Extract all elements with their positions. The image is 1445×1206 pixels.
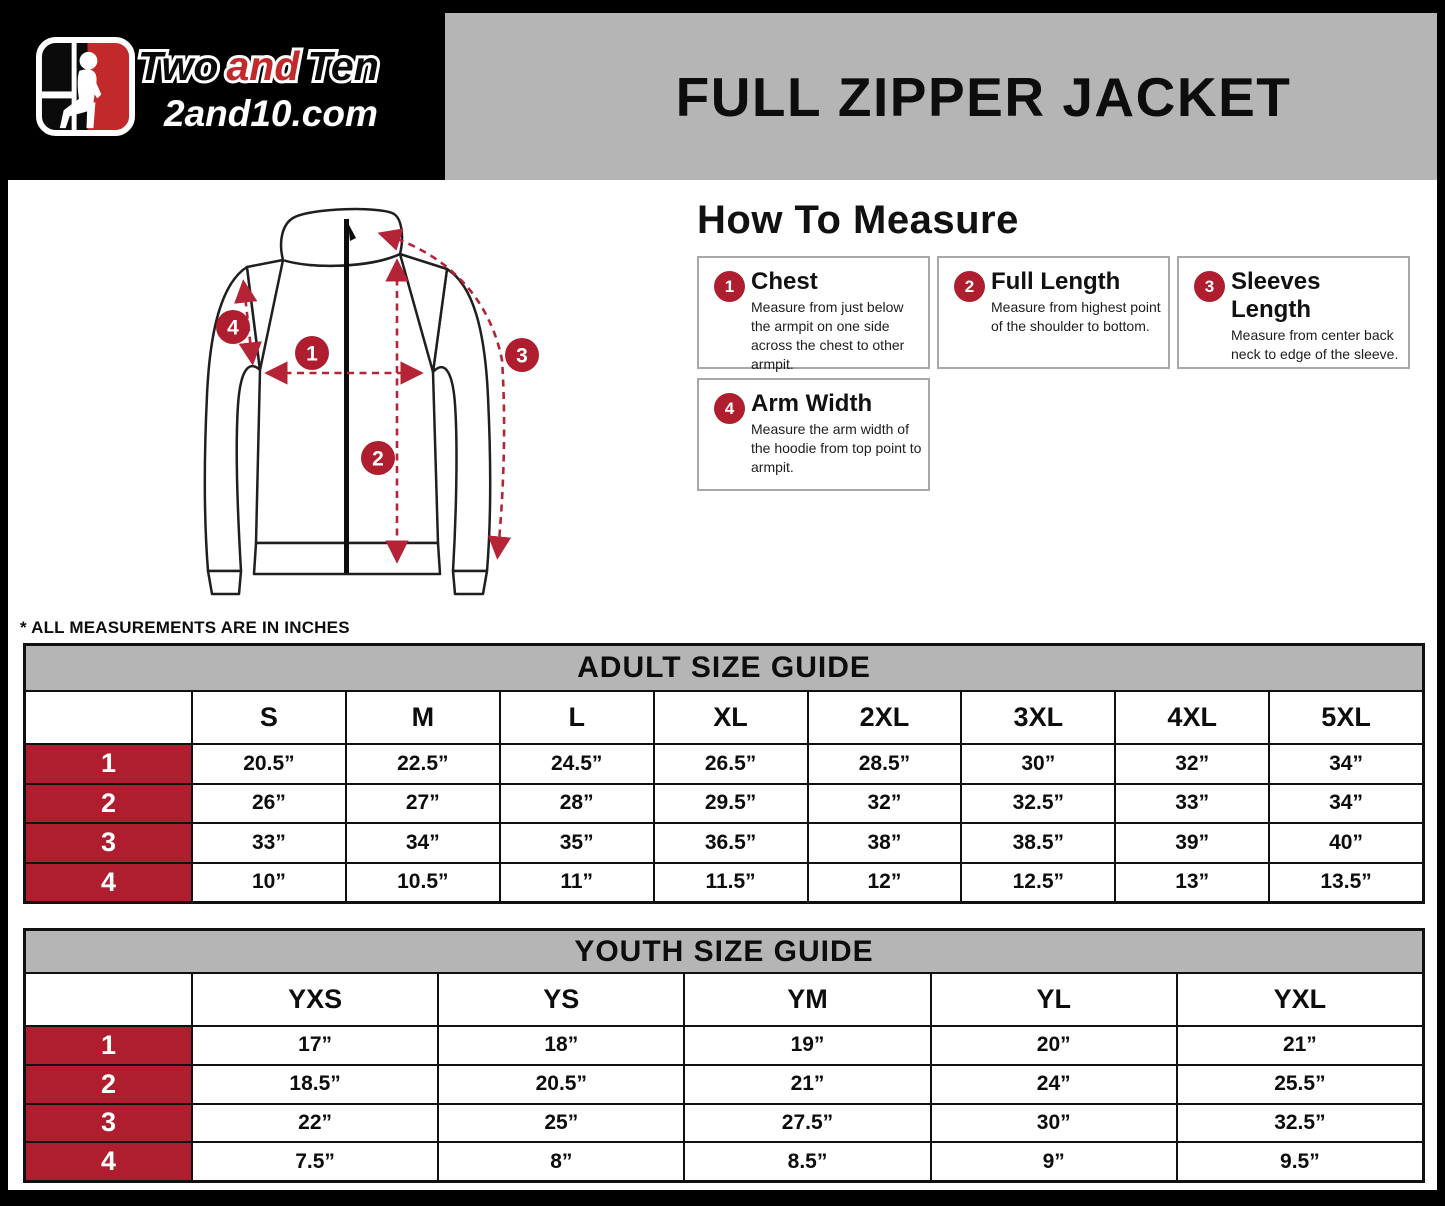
size-value-cell: 12.5”: [962, 864, 1114, 902]
svg-text:2: 2: [372, 447, 384, 471]
size-column-header: S: [193, 692, 345, 743]
measure-card-title: Arm Width: [751, 390, 873, 417]
size-value-cell: 17”: [193, 1027, 437, 1064]
measure-number-cell: 1: [26, 1027, 191, 1064]
size-value-cell: 11”: [501, 864, 653, 902]
main-content: [8, 180, 1437, 1190]
svg-text:1: 1: [306, 342, 318, 366]
table-corner-cell: [26, 692, 191, 743]
measure-card-full-length: [937, 256, 1170, 369]
jacket-left-cuff: [208, 571, 241, 594]
measure-card-title: Full Length: [991, 268, 1121, 295]
youth-size-guide-table: [23, 928, 1425, 1183]
size-value-cell: 29.5”: [655, 785, 807, 823]
size-value-cell: 24.5”: [501, 745, 653, 783]
size-value-cell: 19”: [685, 1027, 929, 1064]
size-value-cell: 21”: [1178, 1027, 1422, 1064]
size-column-header: 3XL: [962, 692, 1114, 743]
size-value-cell: 13.5”: [1270, 864, 1422, 902]
size-value-cell: 35”: [501, 824, 653, 862]
brand-word-and: and: [226, 43, 300, 89]
size-value-cell: 25.5”: [1178, 1066, 1422, 1103]
size-value-cell: 38.5”: [962, 824, 1114, 862]
jacket-collar: [281, 209, 402, 266]
size-value-cell: 9.5”: [1178, 1143, 1422, 1180]
measure-number-badge: 2: [954, 271, 985, 302]
size-value-cell: 34”: [1270, 745, 1422, 783]
measure-card-description: Measure from center back neck to edge of the sleeve.: [1231, 327, 1399, 363]
size-value-cell: 11.5”: [655, 864, 807, 902]
svg-text:4: 4: [227, 316, 239, 340]
size-column-header: 5XL: [1270, 692, 1422, 743]
size-guide-title: YOUTH SIZE GUIDE: [26, 931, 1422, 972]
measure-card-sleeves-length: [1177, 256, 1410, 369]
measurements-note: * ALL MEASUREMENTS ARE IN INCHES: [20, 618, 350, 637]
svg-text:TwoandTen: [138, 43, 379, 89]
size-column-header: YM: [685, 974, 929, 1025]
size-value-cell: 32”: [809, 785, 961, 823]
svg-text:3: 3: [516, 344, 528, 368]
size-value-cell: 32.5”: [1178, 1105, 1422, 1142]
table-corner-cell: [26, 974, 191, 1025]
size-value-cell: 27.5”: [685, 1105, 929, 1142]
size-column-header: L: [501, 692, 653, 743]
measure-number-cell: 3: [26, 824, 191, 862]
measure-card-arm-width: [697, 378, 930, 491]
size-value-cell: 21”: [685, 1066, 929, 1103]
size-value-cell: 36.5”: [655, 824, 807, 862]
measure-card-description: Measure from highest point of the shoulder to bottom.: [991, 299, 1161, 335]
how-to-measure-title: How To Measure: [697, 198, 1019, 242]
size-value-cell: 33”: [193, 824, 345, 862]
size-value-cell: 27”: [347, 785, 499, 823]
brand-domain: 2and10.com: [164, 93, 378, 134]
size-value-cell: 32”: [1116, 745, 1268, 783]
size-value-cell: 38”: [809, 824, 961, 862]
size-value-cell: 32.5”: [962, 785, 1114, 823]
size-column-header: M: [347, 692, 499, 743]
size-value-cell: 20”: [932, 1027, 1176, 1064]
size-value-cell: 26.5”: [655, 745, 807, 783]
size-column-header: XL: [655, 692, 807, 743]
size-value-cell: 10”: [193, 864, 345, 902]
size-value-cell: 22”: [193, 1105, 437, 1142]
brand-logo-text: [136, 40, 416, 145]
measure-number-cell: 1: [26, 745, 191, 783]
size-value-cell: 7.5”: [193, 1143, 437, 1180]
measure-number-cell: 4: [26, 1143, 191, 1180]
size-value-cell: 12”: [809, 864, 961, 902]
jacket-diagram: [150, 190, 590, 630]
measure-number-badge: 1: [714, 271, 745, 302]
brand-word-ten: Ten: [307, 43, 379, 89]
size-value-cell: 34”: [347, 824, 499, 862]
jacket-right-cuff: [453, 571, 487, 594]
size-value-cell: 10.5”: [347, 864, 499, 902]
size-value-cell: 34”: [1270, 785, 1422, 823]
brand-word-two: Two: [138, 43, 219, 89]
size-value-cell: 24”: [932, 1066, 1176, 1103]
size-value-cell: 20.5”: [193, 745, 345, 783]
brand-logo-block: [0, 0, 445, 180]
size-value-cell: 13”: [1116, 864, 1268, 902]
brand-logo-badge-icon: [36, 37, 135, 136]
size-column-header: 2XL: [809, 692, 961, 743]
size-value-cell: 40”: [1270, 824, 1422, 862]
size-value-cell: 8.5”: [685, 1143, 929, 1180]
measure-number-cell: 4: [26, 864, 191, 902]
measure-number-cell: 2: [26, 1066, 191, 1103]
size-value-cell: 18.5”: [193, 1066, 437, 1103]
title-band: [445, 13, 1437, 180]
size-value-cell: 8”: [439, 1143, 683, 1180]
measure-card-chest: [697, 256, 930, 373]
size-column-header: 4XL: [1116, 692, 1268, 743]
measure-card-description: Measure from just below the armpit on one side across the chest to other armpit.: [751, 299, 905, 373]
size-value-cell: 22.5”: [347, 745, 499, 783]
size-value-cell: 20.5”: [439, 1066, 683, 1103]
size-column-header: YXS: [193, 974, 437, 1025]
size-value-cell: 25”: [439, 1105, 683, 1142]
measure-card-title: Sleeves Length: [1231, 268, 1321, 323]
size-column-header: YS: [439, 974, 683, 1025]
page-title: FULL ZIPPER JACKET: [675, 65, 1292, 128]
size-value-cell: 26”: [193, 785, 345, 823]
size-value-cell: 30”: [932, 1105, 1176, 1142]
measure-number-badge: 4: [714, 393, 745, 424]
size-column-header: YXL: [1178, 974, 1422, 1025]
measure-card-description: Measure the arm width of the hoodie from top point to armpit.: [751, 421, 922, 476]
measure-number-cell: 2: [26, 785, 191, 823]
measure-number-badge: 3: [1194, 271, 1225, 302]
size-value-cell: 28.5”: [809, 745, 961, 783]
size-value-cell: 28”: [501, 785, 653, 823]
size-value-cell: 18”: [439, 1027, 683, 1064]
adult-size-guide-table: [23, 643, 1425, 904]
size-guide-title: ADULT SIZE GUIDE: [26, 646, 1422, 690]
measure-card-title: Chest: [751, 268, 818, 295]
size-value-cell: 33”: [1116, 785, 1268, 823]
size-value-cell: 30”: [962, 745, 1114, 783]
size-column-header: YL: [932, 974, 1176, 1025]
size-value-cell: 39”: [1116, 824, 1268, 862]
size-value-cell: 9”: [932, 1143, 1176, 1180]
measure-number-cell: 3: [26, 1105, 191, 1142]
